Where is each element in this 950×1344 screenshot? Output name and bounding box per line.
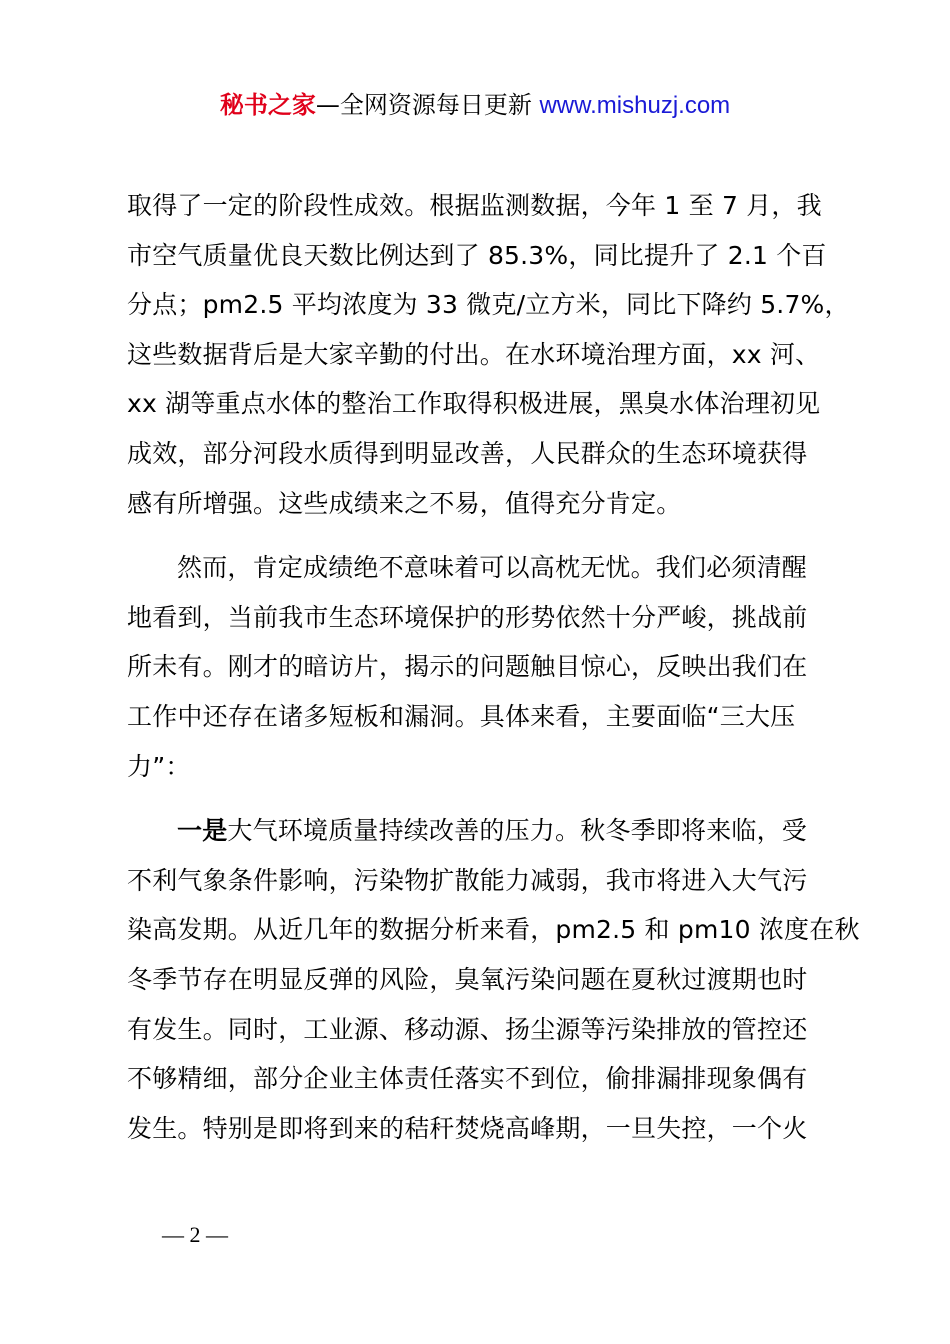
text-line: 成效，部分河段水质得到明显改善，人民群众的生态环境获得 xyxy=(127,438,808,468)
text-line: 染高发期。从近几年的数据分析来看，pm2.5 和 pm10 浓度在秋 xyxy=(127,915,860,945)
text-line: 工作中还存在诸多短板和漏洞。具体来看，主要面临“三大压 xyxy=(127,701,796,731)
text-line: 不利气象条件影响，污染物扩散能力减弱，我市将进入大气污 xyxy=(127,865,808,895)
paragraph-1 xyxy=(127,181,850,528)
text-line: 所未有。刚才的暗访片，揭示的问题触目惊心，反映出我们在 xyxy=(127,652,808,682)
text-line: 这些数据背后是大家辛勤的付出。在水环境治理方面，xx 河、 xyxy=(127,339,821,369)
text-line: 发生。特别是即将到来的秸秆焚烧高峰期，一旦失控，一个火 xyxy=(127,1113,808,1143)
header-url-link[interactable]: www.mishuzj.com xyxy=(539,92,731,119)
text-line: 市空气质量优良天数比例达到了 85.3%，同比提升了 2.1 个百 xyxy=(127,240,827,270)
text-line: 地看到，当前我市生态环境保护的形势依然十分严峻，挑战前 xyxy=(127,602,808,632)
text-line: xx 湖等重点水体的整治工作取得积极进展，黑臭水体治理初见 xyxy=(127,389,821,419)
page-number: — 2 — xyxy=(162,1222,228,1247)
text-line: 取得了一定的阶段性成效。根据监测数据，今年 1 至 7 月，我 xyxy=(127,191,822,220)
text-line: 大气环境质量持续改善的压力。秋冬季即将来临，受 xyxy=(227,816,808,846)
text-line: 力”： xyxy=(127,751,191,781)
paragraph-2 xyxy=(127,543,837,791)
text-line: 然而，肯定成绩绝不意味着可以高枕无忧。我们必须清醒 xyxy=(177,553,808,583)
text-line-with-lead xyxy=(127,806,837,856)
bold-lead-text: 一是 xyxy=(177,816,228,846)
page-header xyxy=(0,88,950,123)
text-line: 分点；pm2.5 平均浓度为 33 微克/立方米，同比下降约 5.7%， xyxy=(127,290,850,320)
document-body xyxy=(127,181,860,1153)
header-brand: 秘书之家 xyxy=(219,91,316,119)
text-line: 有发生。同时，工业源、移动源、扬尘源等污染排放的管控还 xyxy=(127,1014,808,1044)
text-line: 感有所增强。这些成绩来之不易，值得充分肯定。 xyxy=(127,488,682,518)
text-line: 冬季节存在明显反弹的风险，臭氧污染问题在夏秋过渡期也时 xyxy=(127,964,808,994)
header-tagline: —全网资源每日更新 xyxy=(315,91,540,119)
paragraph-3 xyxy=(127,806,860,1153)
text-line: 不够精细，部分企业主体责任落实不到位，偷排漏排现象偶有 xyxy=(127,1064,808,1094)
